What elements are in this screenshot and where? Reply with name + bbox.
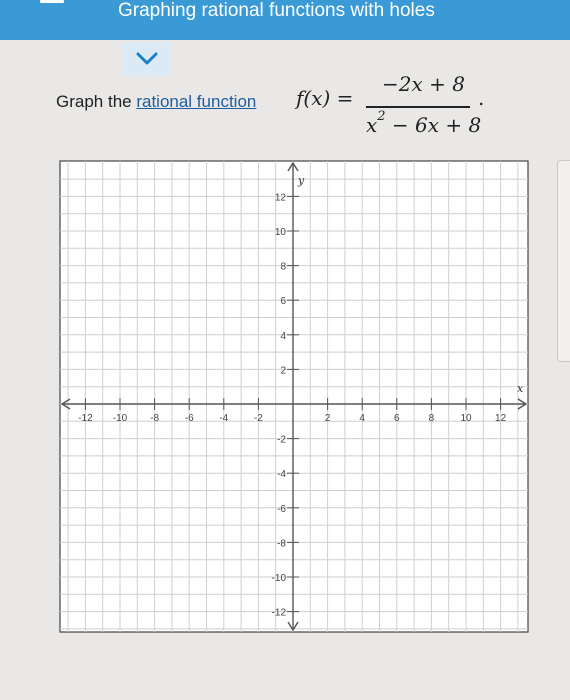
x-tick-label: 2 — [324, 413, 331, 424]
function-name: f(x) = — [296, 86, 354, 110]
x-tick-label: 12 — [495, 413, 507, 424]
x-tick-label: 8 — [428, 413, 435, 424]
x-axis-label: x — [517, 382, 524, 395]
denominator-base: x — [366, 113, 378, 137]
x-tick-label: -6 — [184, 413, 194, 424]
y-tick-label: -2 — [277, 434, 286, 446]
y-tick-label: -10 — [271, 573, 286, 584]
y-tick-label: 8 — [280, 261, 286, 273]
y-tick-label: 10 — [274, 227, 286, 238]
rational-function-link[interactable]: rational function — [136, 92, 257, 111]
numerator: −2x + 8 — [382, 72, 465, 96]
y-tick-label: 6 — [280, 296, 286, 308]
x-tick-label: 6 — [394, 413, 400, 424]
y-tick-label: -12 — [271, 607, 286, 619]
graph-frame — [60, 161, 528, 632]
x-tick-label: 4 — [359, 413, 365, 424]
x-tick-label: -2 — [253, 413, 263, 424]
side-panel-tab[interactable] — [557, 160, 570, 362]
y-tick-label: 2 — [280, 365, 286, 377]
x-tick-label: -8 — [150, 413, 160, 424]
denominator-exponent: 2 — [377, 109, 386, 125]
x-tick-label: -12 — [78, 413, 93, 424]
x-tick-label: -4 — [219, 413, 229, 424]
page-title: Graphing rational functions with holes — [118, 0, 435, 21]
period: . — [478, 86, 485, 110]
y-tick-label: 12 — [274, 192, 286, 204]
prompt-lead: Graph the — [56, 92, 137, 111]
y-tick-label: -4 — [277, 469, 286, 481]
x-tick-label: -10 — [112, 413, 128, 424]
y-tick-label: -8 — [277, 538, 286, 550]
y-tick-label: -6 — [277, 503, 286, 515]
y-tick-label: 4 — [280, 330, 286, 342]
y-axis-label: y — [298, 174, 305, 187]
denominator-rest: − 6x + 8 — [391, 113, 482, 137]
x-tick-label: 10 — [460, 413, 472, 424]
